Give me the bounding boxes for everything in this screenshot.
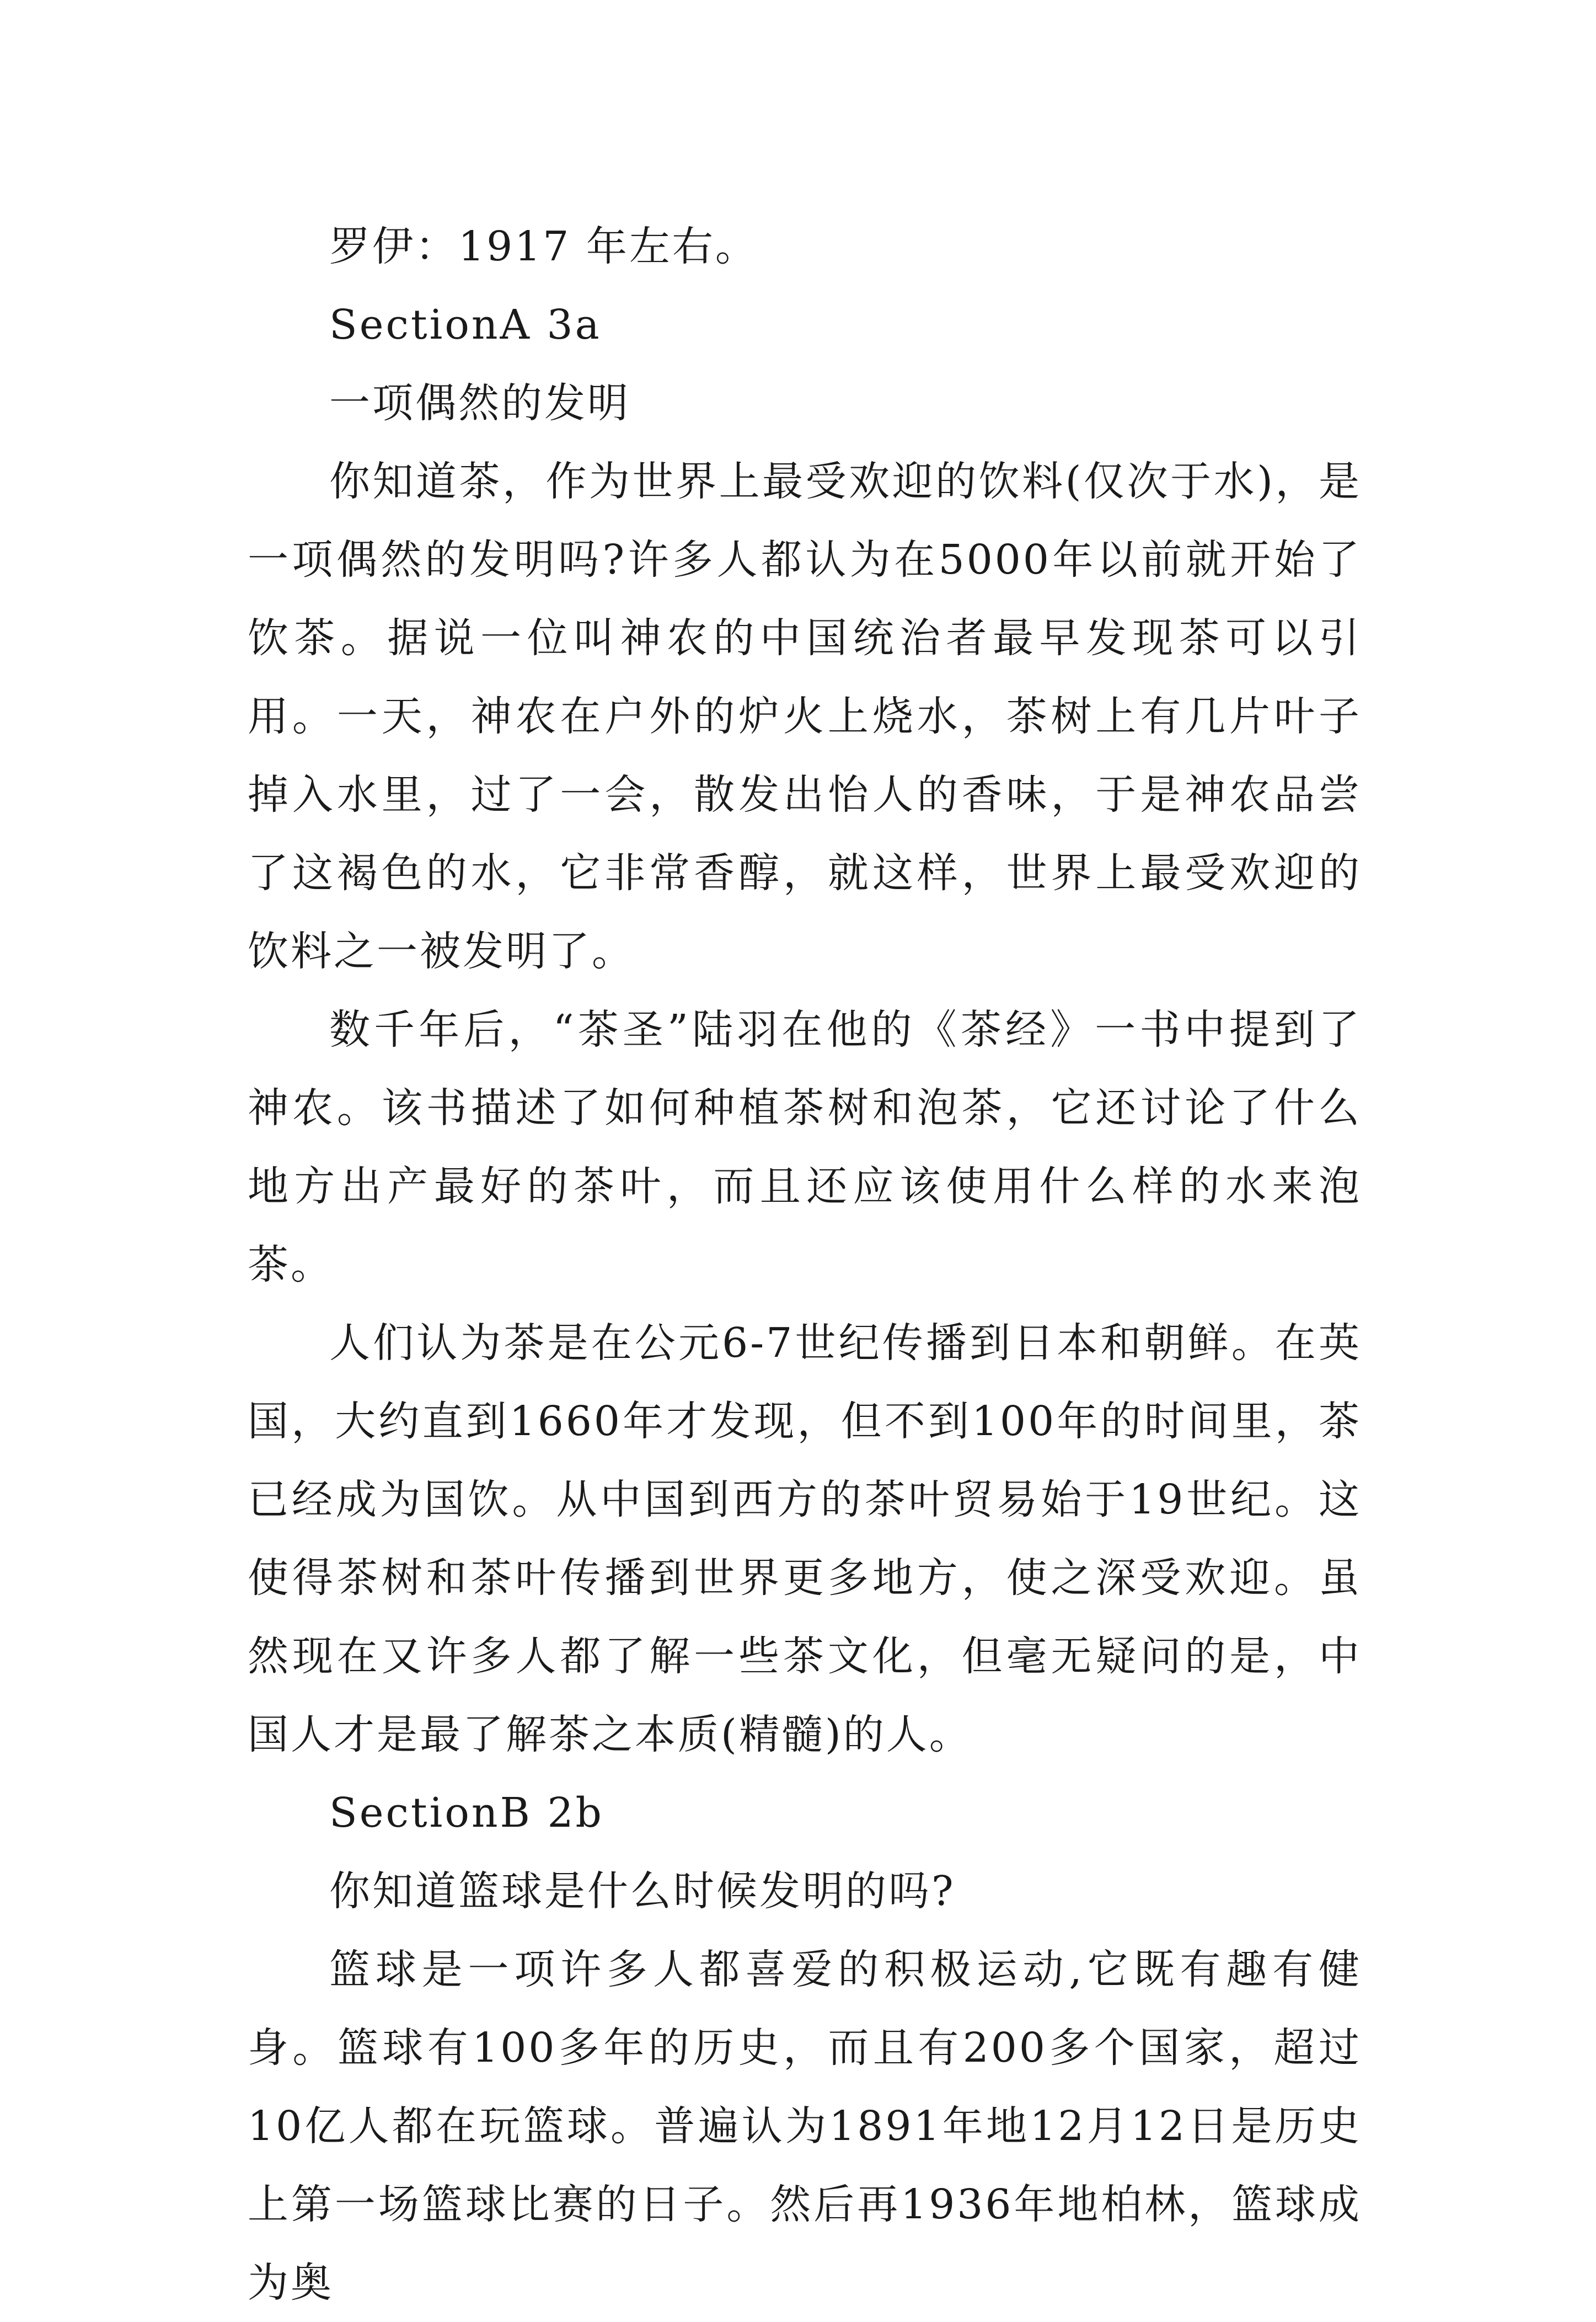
section-a-paragraph-3: 人们认为茶是在公元6-7世纪传播到日本和朝鲜。在英国，大约直到1660年才发现，但不到100年的时间里，茶已经成为国饮。从中国到西方的茶叶贸易始于19世纪。这使得茶树和茶叶传播到世界更多地方，使之深受欢迎。虽然现在又许多人都了解一些茶文化，但毫无疑问的是，中国人才是最了解茶之本质(精髓)的人。 [248, 1319, 1362, 1758]
section-a-title: 一项偶然的发明 [329, 379, 630, 427]
section-a-heading: SectionA 3a [329, 301, 602, 349]
dialogue-line: 罗伊：1917 年左右。 [329, 223, 758, 270]
section-a-paragraph-2: 数千年后，“茶圣”陆羽在他的《茶经》一书中提到了神农。该书描述了如何种植茶树和泡茶，它还讨论了什么地方出产最好的茶叶，而且还应该使用什么样的水来泡茶。 [248, 1006, 1362, 1288]
document-page [248, 207, 1362, 2322]
section-a-paragraph-1: 你知道茶，作为世界上最受欢迎的饮料(仅次于水)，是一项偶然的发明吗?许多人都认为在5000年以前就开始了饮茶。据说一位叫神农的中国统治者最早发现茶可以引用。一天，神农在户外的炉火上烧水，茶树上有几片叶子掉入水里，过了一会，散发出怡人的香味，于是神农品尝了这褐色的水，它非常香醇，就这样，世界上最受欢迎的饮料之一被发明了。 [248, 458, 1362, 975]
section-b-heading: SectionB 2b [329, 1789, 604, 1837]
section-b-title: 你知道篮球是什么时候发明的吗? [329, 1868, 956, 1915]
section-b-paragraph-1: 篮球是一项许多人都喜爱的积极运动,它既有趣有健身。篮球有100多年的历史，而且有200多个国家，超过10亿人都在玩篮球。普遍认为1891年地12月12日是历史上第一场篮球比赛的日子。然后再1936年地柏林，篮球成为奥 [248, 1946, 1362, 2307]
